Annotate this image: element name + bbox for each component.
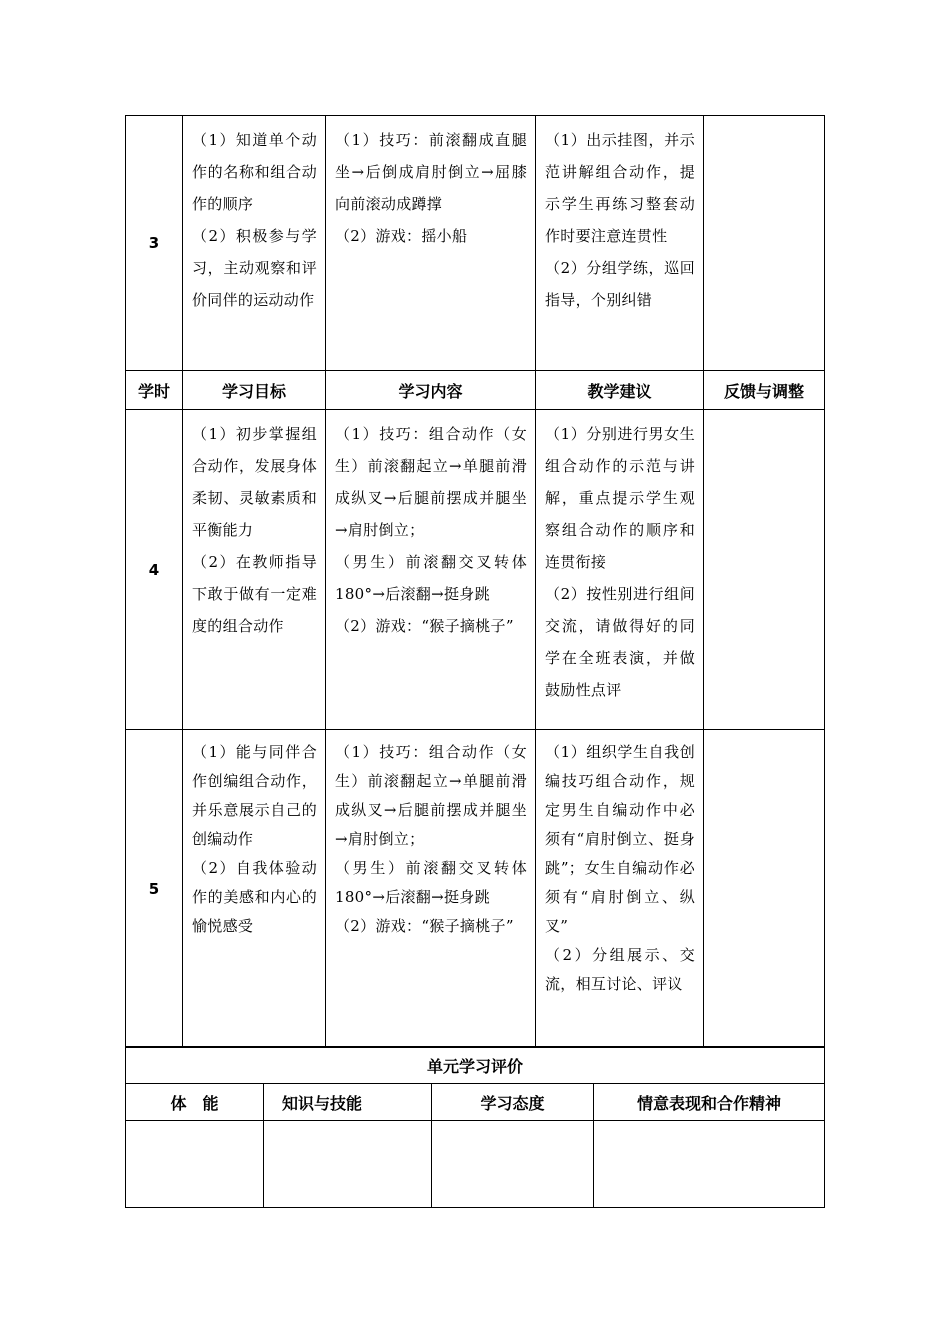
lesson-row [126,730,825,1048]
advice-text: （1）组织学生自我创编技巧组合动作，规定男生自编动作中必须有“肩肘倒立、挺身跳”；女生自编动作必须有“肩肘倒立、纵叉” [545,743,695,935]
goal-text: （2）自我体验动作的美感和内心的愉悦感受 [192,859,317,935]
content-cell [326,410,536,730]
advice-cell [536,116,704,371]
evaluation-title: 单元学习评价 [126,1047,825,1084]
content-text: （男生）前滚翻交叉转体180°→后滚翻→挺身跳 [335,859,527,906]
goals-cell [183,730,326,1048]
advice-text: （1）分别进行男女生组合动作的示范与讲解，重点提示学生观察组合动作的顺序和连贯衔接 [545,425,695,571]
lesson-row [126,410,825,730]
goal-text: （1）能与同伴合作创编组合动作，并乐意展示自己的创编动作 [192,743,317,848]
evaluation-title-row [126,1047,825,1084]
advice-text: （2）分组学练，巡回指导，个别纠错 [545,259,695,309]
content-text: （2）游戏：摇小船 [335,227,468,245]
period-cell: 5 [126,730,183,1048]
header-row [126,371,825,410]
period-cell: 3 [126,116,183,371]
feedback-cell [704,730,825,1048]
goal-text: （2）积极参与学习，主动观察和评价同伴的运动动作 [192,227,317,309]
advice-cell [536,410,704,730]
feedback-cell [704,116,825,371]
eval-header-emotion: 情意表现和合作精神 [594,1084,825,1121]
advice-text: （2）分组展示、交流，相互讨论、评议 [545,946,695,993]
lesson-plan-table [125,115,825,1048]
goals-cell [183,116,326,371]
period-cell: 4 [126,410,183,730]
evaluation-table [125,1046,825,1208]
header-advice: 教学建议 [536,371,704,410]
eval-header-knowledge: 知识与技能 [264,1084,432,1121]
advice-text: （1）出示挂图，并示范讲解组合动作，提示学生再练习整套动作时要注意连贯性 [545,131,695,245]
eval-header-attitude: 学习态度 [432,1084,594,1121]
content-text: （1）技巧：组合动作（女生）前滚翻起立→单腿前滑成纵叉→后腿前摆成并腿坐→肩肘倒立； [335,743,527,848]
eval-value-emotion [594,1121,825,1208]
eval-header-fitness: 体 能 [126,1084,264,1121]
evaluation-header-row [126,1084,825,1121]
header-period: 学时 [126,371,183,410]
advice-text: （2）按性别进行组间交流，请做得好的同学在全班表演，并做鼓励性点评 [545,585,695,699]
goal-text: （1）初步掌握组合动作，发展身体柔韧、灵敏素质和平衡能力 [192,425,317,539]
eval-value-attitude [432,1121,594,1208]
lesson-row [126,116,825,371]
header-feedback: 反馈与调整 [704,371,825,410]
header-goals: 学习目标 [183,371,326,410]
content-text: （1）技巧：组合动作（女生）前滚翻起立→单腿前滑成纵叉→后腿前摆成并腿坐→肩肘倒立； [335,425,527,539]
header-content: 学习内容 [326,371,536,410]
content-text: （2）游戏：“猴子摘桃子” [335,617,514,635]
content-cell [326,116,536,371]
goals-cell [183,410,326,730]
evaluation-value-row [126,1121,825,1208]
eval-value-fitness [126,1121,264,1208]
content-text: （1）技巧：前滚翻成直腿坐→后倒成肩肘倒立→屈膝向前滚动成蹲撑 [335,131,527,213]
advice-cell [536,730,704,1048]
content-text: （2）游戏：“猴子摘桃子” [335,917,514,935]
content-text: （男生）前滚翻交叉转体180°→后滚翻→挺身跳 [335,553,527,603]
goal-text: （1）知道单个动作的名称和组合动作的顺序 [192,131,317,213]
feedback-cell [704,410,825,730]
content-cell [326,730,536,1048]
goal-text: （2）在教师指导下敢于做有一定难度的组合动作 [192,553,317,635]
eval-value-knowledge [264,1121,432,1208]
